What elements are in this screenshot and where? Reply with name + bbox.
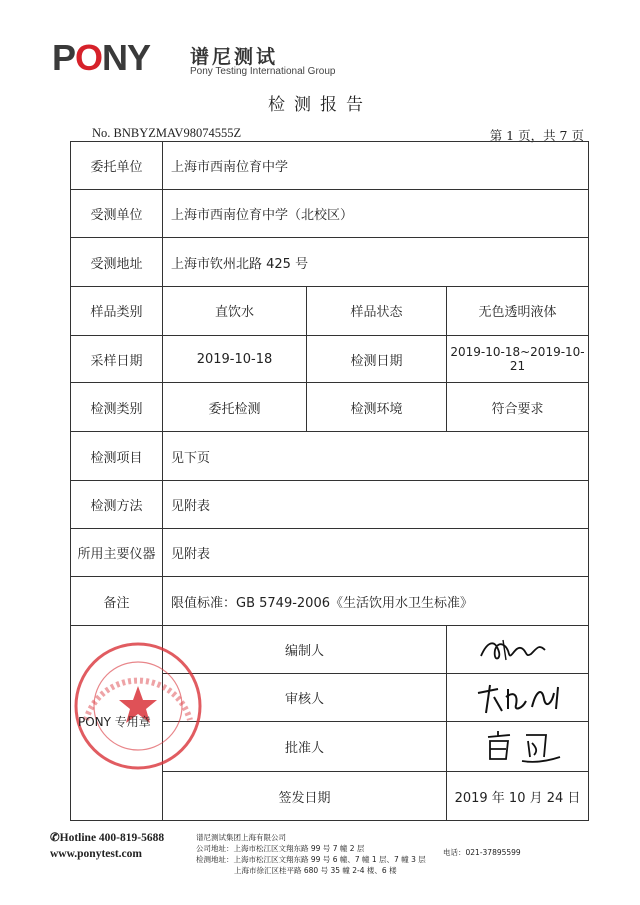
tested-unit-label: 受测单位 xyxy=(71,189,163,238)
table-row xyxy=(71,238,589,287)
tested-address-value: 上海市钦州北路 425 号 xyxy=(163,238,589,287)
test-environment-label: 检测环境 xyxy=(307,383,447,432)
sample-category-label: 样品类别 xyxy=(71,287,163,336)
table-row xyxy=(71,383,589,432)
test-items-value: 见下页 xyxy=(163,432,589,481)
table-row xyxy=(71,189,589,238)
report-number: No. BNBYZMAV98074555Z xyxy=(92,126,242,140)
remarks-value: 限值标准：GB 5749-2006《生活饮用水卫生标准》 xyxy=(163,577,589,626)
table-row xyxy=(71,528,589,577)
footer-phone: 电话：021-37895599 xyxy=(443,848,521,857)
sample-state-label: 样品状态 xyxy=(307,287,447,336)
reviewer-label: 审核人 xyxy=(163,673,447,722)
approver-signature-image xyxy=(468,727,568,767)
sampling-date-label: 采样日期 xyxy=(71,335,163,383)
sample-category-value: 直饮水 xyxy=(163,287,307,336)
table-row xyxy=(71,480,589,528)
table-row xyxy=(71,335,589,383)
tested-unit-value: 上海市西南位育中学（北校区） xyxy=(163,189,589,238)
issue-date-label: 签发日期 xyxy=(163,772,447,821)
official-seal-stamp xyxy=(72,640,204,772)
test-category-label: 检测类别 xyxy=(71,383,163,432)
hotline: ✆Hotline 400-819-5688 xyxy=(50,832,165,844)
issue-date-value: 2019 年 10 月 24 日 xyxy=(447,772,589,821)
company-name-cn: 谱尼测试 xyxy=(190,46,279,68)
compiler-signature-image xyxy=(473,632,563,666)
sampling-date-value: 2019-10-18 xyxy=(163,335,307,383)
instruments-value: 见附表 xyxy=(163,528,589,577)
reviewer-signature xyxy=(447,673,589,722)
sample-state-value: 无色透明液体 xyxy=(447,287,589,336)
footer-addresses xyxy=(196,832,521,876)
test-date-label: 检测日期 xyxy=(307,335,447,383)
compiler-signature xyxy=(447,625,589,673)
test-items-label: 检测项目 xyxy=(71,432,163,481)
stamp-label: PONY 专用章 xyxy=(78,715,151,729)
footer-company: 谱尼测试集团上海有限公司 xyxy=(196,833,286,842)
table-row xyxy=(71,142,589,190)
document-title: 检测报告 xyxy=(268,95,372,115)
footer-contact xyxy=(50,830,164,862)
pony-logo: PONY xyxy=(52,37,151,78)
footer-company-address: 公司地址：上海市松江区文翔东路 99 号 7 幢 2 层 xyxy=(196,844,365,853)
phone-icon: ✆ xyxy=(50,832,60,844)
client-label: 委托单位 xyxy=(71,142,163,190)
test-method-label: 检测方法 xyxy=(71,480,163,528)
approver-label: 批准人 xyxy=(163,722,447,772)
test-date-value: 2019-10-18~2019-10-21 xyxy=(447,335,589,383)
table-row xyxy=(71,432,589,481)
footer-lab-address-2: 上海市徐汇区桂平路 680 号 35 幢 2-4 楼、6 楼 xyxy=(234,866,397,875)
page-info: 第 1 页，共 7 页 xyxy=(489,128,584,143)
client-value: 上海市西南位育中学 xyxy=(163,142,589,190)
test-method-value: 见附表 xyxy=(163,480,589,528)
website-link[interactable]: www.ponytest.com xyxy=(50,848,142,860)
remarks-label: 备注 xyxy=(71,577,163,626)
compiler-label: 编制人 xyxy=(163,625,447,673)
approver-signature xyxy=(447,722,589,772)
reviewer-signature-image xyxy=(468,679,568,717)
footer-lab-address-1: 检测地址：上海市松江区文翔东路 99 号 6 幢、7 幢 1 层、7 幢 3 层 xyxy=(196,855,426,864)
tested-address-label: 受测地址 xyxy=(71,238,163,287)
test-environment-value: 符合要求 xyxy=(447,383,589,432)
table-row xyxy=(71,577,589,626)
test-category-value: 委托检测 xyxy=(163,383,307,432)
company-name-en: Pony Testing International Group xyxy=(190,66,336,77)
table-row xyxy=(71,287,589,336)
instruments-label: 所用主要仪器 xyxy=(71,528,163,577)
